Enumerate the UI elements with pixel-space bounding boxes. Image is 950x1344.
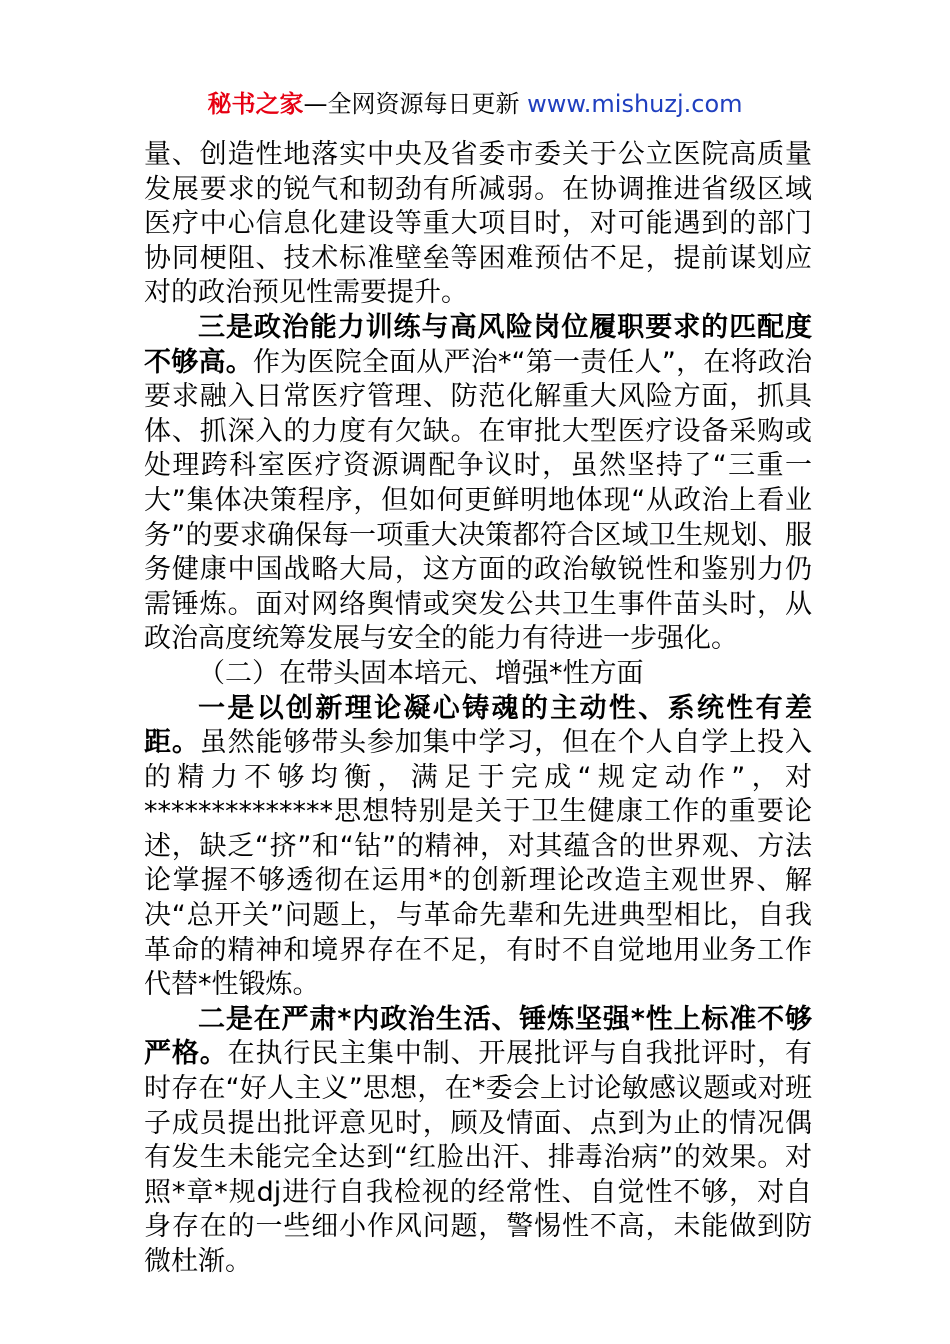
paragraph-continuation: 量、创造性地落实中央及省委市委关于公立医院高质量发展要求的锐气和韧劲有所减弱。在协调推进省级区域医疗中心信息化建设等重大项目时，对可能遇到的部门协同梗阻、技术标准壁垒等困难预估不足，提前谋划应对的政治预见性需要提升。 <box>144 139 812 309</box>
paragraph-point-one <box>144 692 812 1003</box>
header-tagline: —全网资源每日更新 <box>303 90 528 118</box>
point-three-heading: 三是政治能力训练与高风险岗位履职要求的匹配度不够高。 <box>144 311 812 378</box>
document-body <box>144 138 812 1280</box>
section-heading-2: （二）在带头固本培元、增强*性方面 <box>198 657 644 689</box>
site-header <box>0 88 950 120</box>
site-url-link[interactable]: www.mishuzj.com <box>527 90 743 118</box>
point-two-heading: 二是在严肃*内政治生活、锤炼坚强*性上标准不够严格。 <box>144 1003 812 1070</box>
brand-name: 秘书之家 <box>207 90 304 118</box>
point-one-heading: 一是以创新理论凝心铸魂的主动性、系统性有差距。 <box>144 692 812 759</box>
point-one-text: 虽然能够带头参加集中学习，但在个人自学上投入的精力不够均衡，满足于完成“规定动作”，对**************思想特别是关于卫生健康工作的重要论述，缺乏“挤”和“钻”的精神，对其蕴含的世界观、方法论掌握不够透彻在运用*的创新理论改造主观世界、解决“总开关”问题上，与革命先辈和先进典型相比，自我革命的精神和境界存在不足，有时不自觉地用业务工作代替*性锻炼。 <box>144 727 813 1001</box>
paragraph-point-two <box>144 1003 812 1280</box>
point-two-text: 在执行民主集中制、开展批评与自我批评时，有时存在“好人主义”思想，在*委会上讨论敏感议题或对班子成员提出批评意见时，顾及情面、点到为止的情况偶有发生未能完全达到“红脸出汗、排毒治病”的效果。对照*章*规dj进行自我检视的经常性、自觉性不够，对自身存在的一些细小作风问题，警惕性不高，未能做到防微杜渐。 <box>144 1038 812 1277</box>
paragraph-point-three <box>144 311 812 657</box>
point-three-text: 作为医院全面从严治*“第一责任人”，在将政治要求融入日常医疗管理、防范化解重大风险方面，抓具体、抓深入的力度有欠缺。在审批大型医疗设备采购或处理跨科室医疗资源调配争议时，虽然坚持了“三重一大”集体决策程序，但如何更鲜明地体现“从政治上看业务”的要求确保每一项重大决策都符合区域卫生规划、服务健康中国战略大局，这方面的政治敏锐性和鉴别力仍需锤炼。面对网络舆情或突发公共卫生事件苗头时，从政治高度统筹发展与安全的能力有待进一步强化。 <box>144 346 812 655</box>
